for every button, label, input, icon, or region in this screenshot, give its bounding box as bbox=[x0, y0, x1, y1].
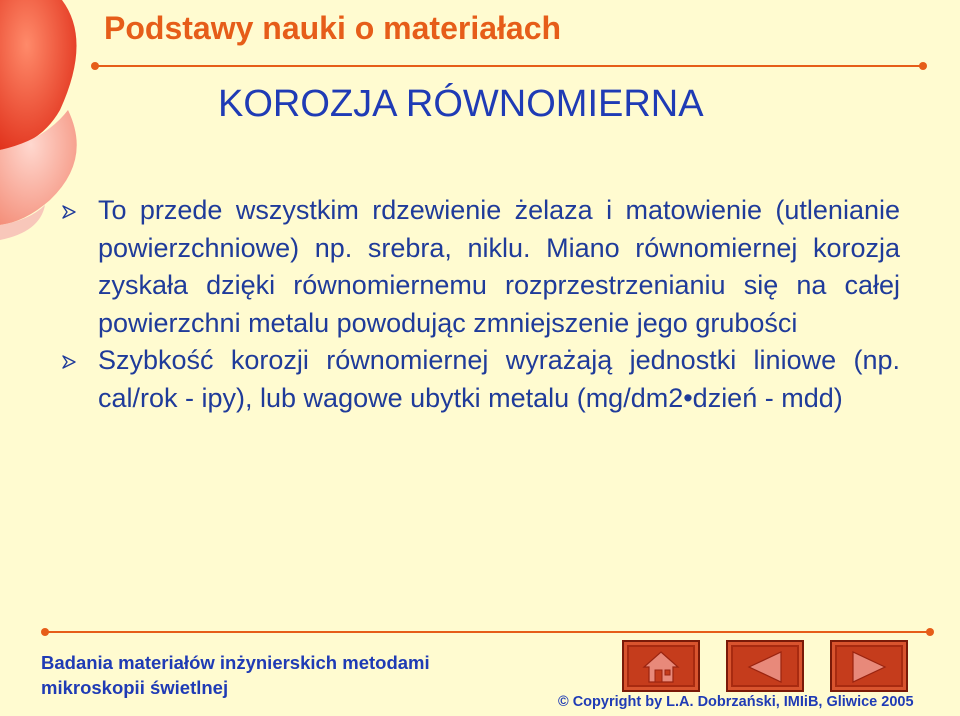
bullet-list bbox=[62, 192, 900, 417]
arrow-bullet-icon bbox=[62, 205, 76, 219]
next-slide-button[interactable] bbox=[830, 640, 908, 692]
bullet-text: Szybkość korozji równomiernej wyrażają jednostki liniowe (np. cal/rok - ipy), lub wagowe ubytki metalu (mg/dm2•dzień - mdd) bbox=[98, 345, 900, 413]
arrow-bullet-icon bbox=[62, 355, 76, 369]
footer-course-title bbox=[41, 650, 430, 700]
home-icon bbox=[641, 649, 681, 685]
slide-heading: KOROZJA RÓWNOMIERNA bbox=[218, 83, 704, 125]
footer-title-line-1: Badania materiałów inżynierskich metodami bbox=[41, 652, 430, 673]
list-item bbox=[62, 192, 900, 342]
triangle-left-icon bbox=[745, 649, 785, 685]
bottom-divider bbox=[40, 627, 935, 637]
top-divider bbox=[90, 61, 928, 71]
bullet-text: To przede wszystkim rdzewienie żelaza i matowienie (utlenianie powierzchniowe) np. srebra, niklu. Miano równomiernej korozja zyskała dzięki równomiernemu rozprzestrzenianiu się na całej powierzchni metalu powodując zmniejszenie jego grubości bbox=[98, 195, 900, 338]
triangle-right-icon bbox=[849, 649, 889, 685]
footer-title-line-2: mikroskopii świetlnej bbox=[41, 677, 229, 698]
home-button[interactable] bbox=[622, 640, 700, 692]
previous-slide-button[interactable] bbox=[726, 640, 804, 692]
list-item bbox=[62, 342, 900, 417]
course-title: Podstawy nauki o materiałach bbox=[104, 10, 562, 46]
copyright-notice: © Copyright by L.A. Dobrzański, IMIiB, Gliwice 2005 bbox=[558, 694, 914, 710]
